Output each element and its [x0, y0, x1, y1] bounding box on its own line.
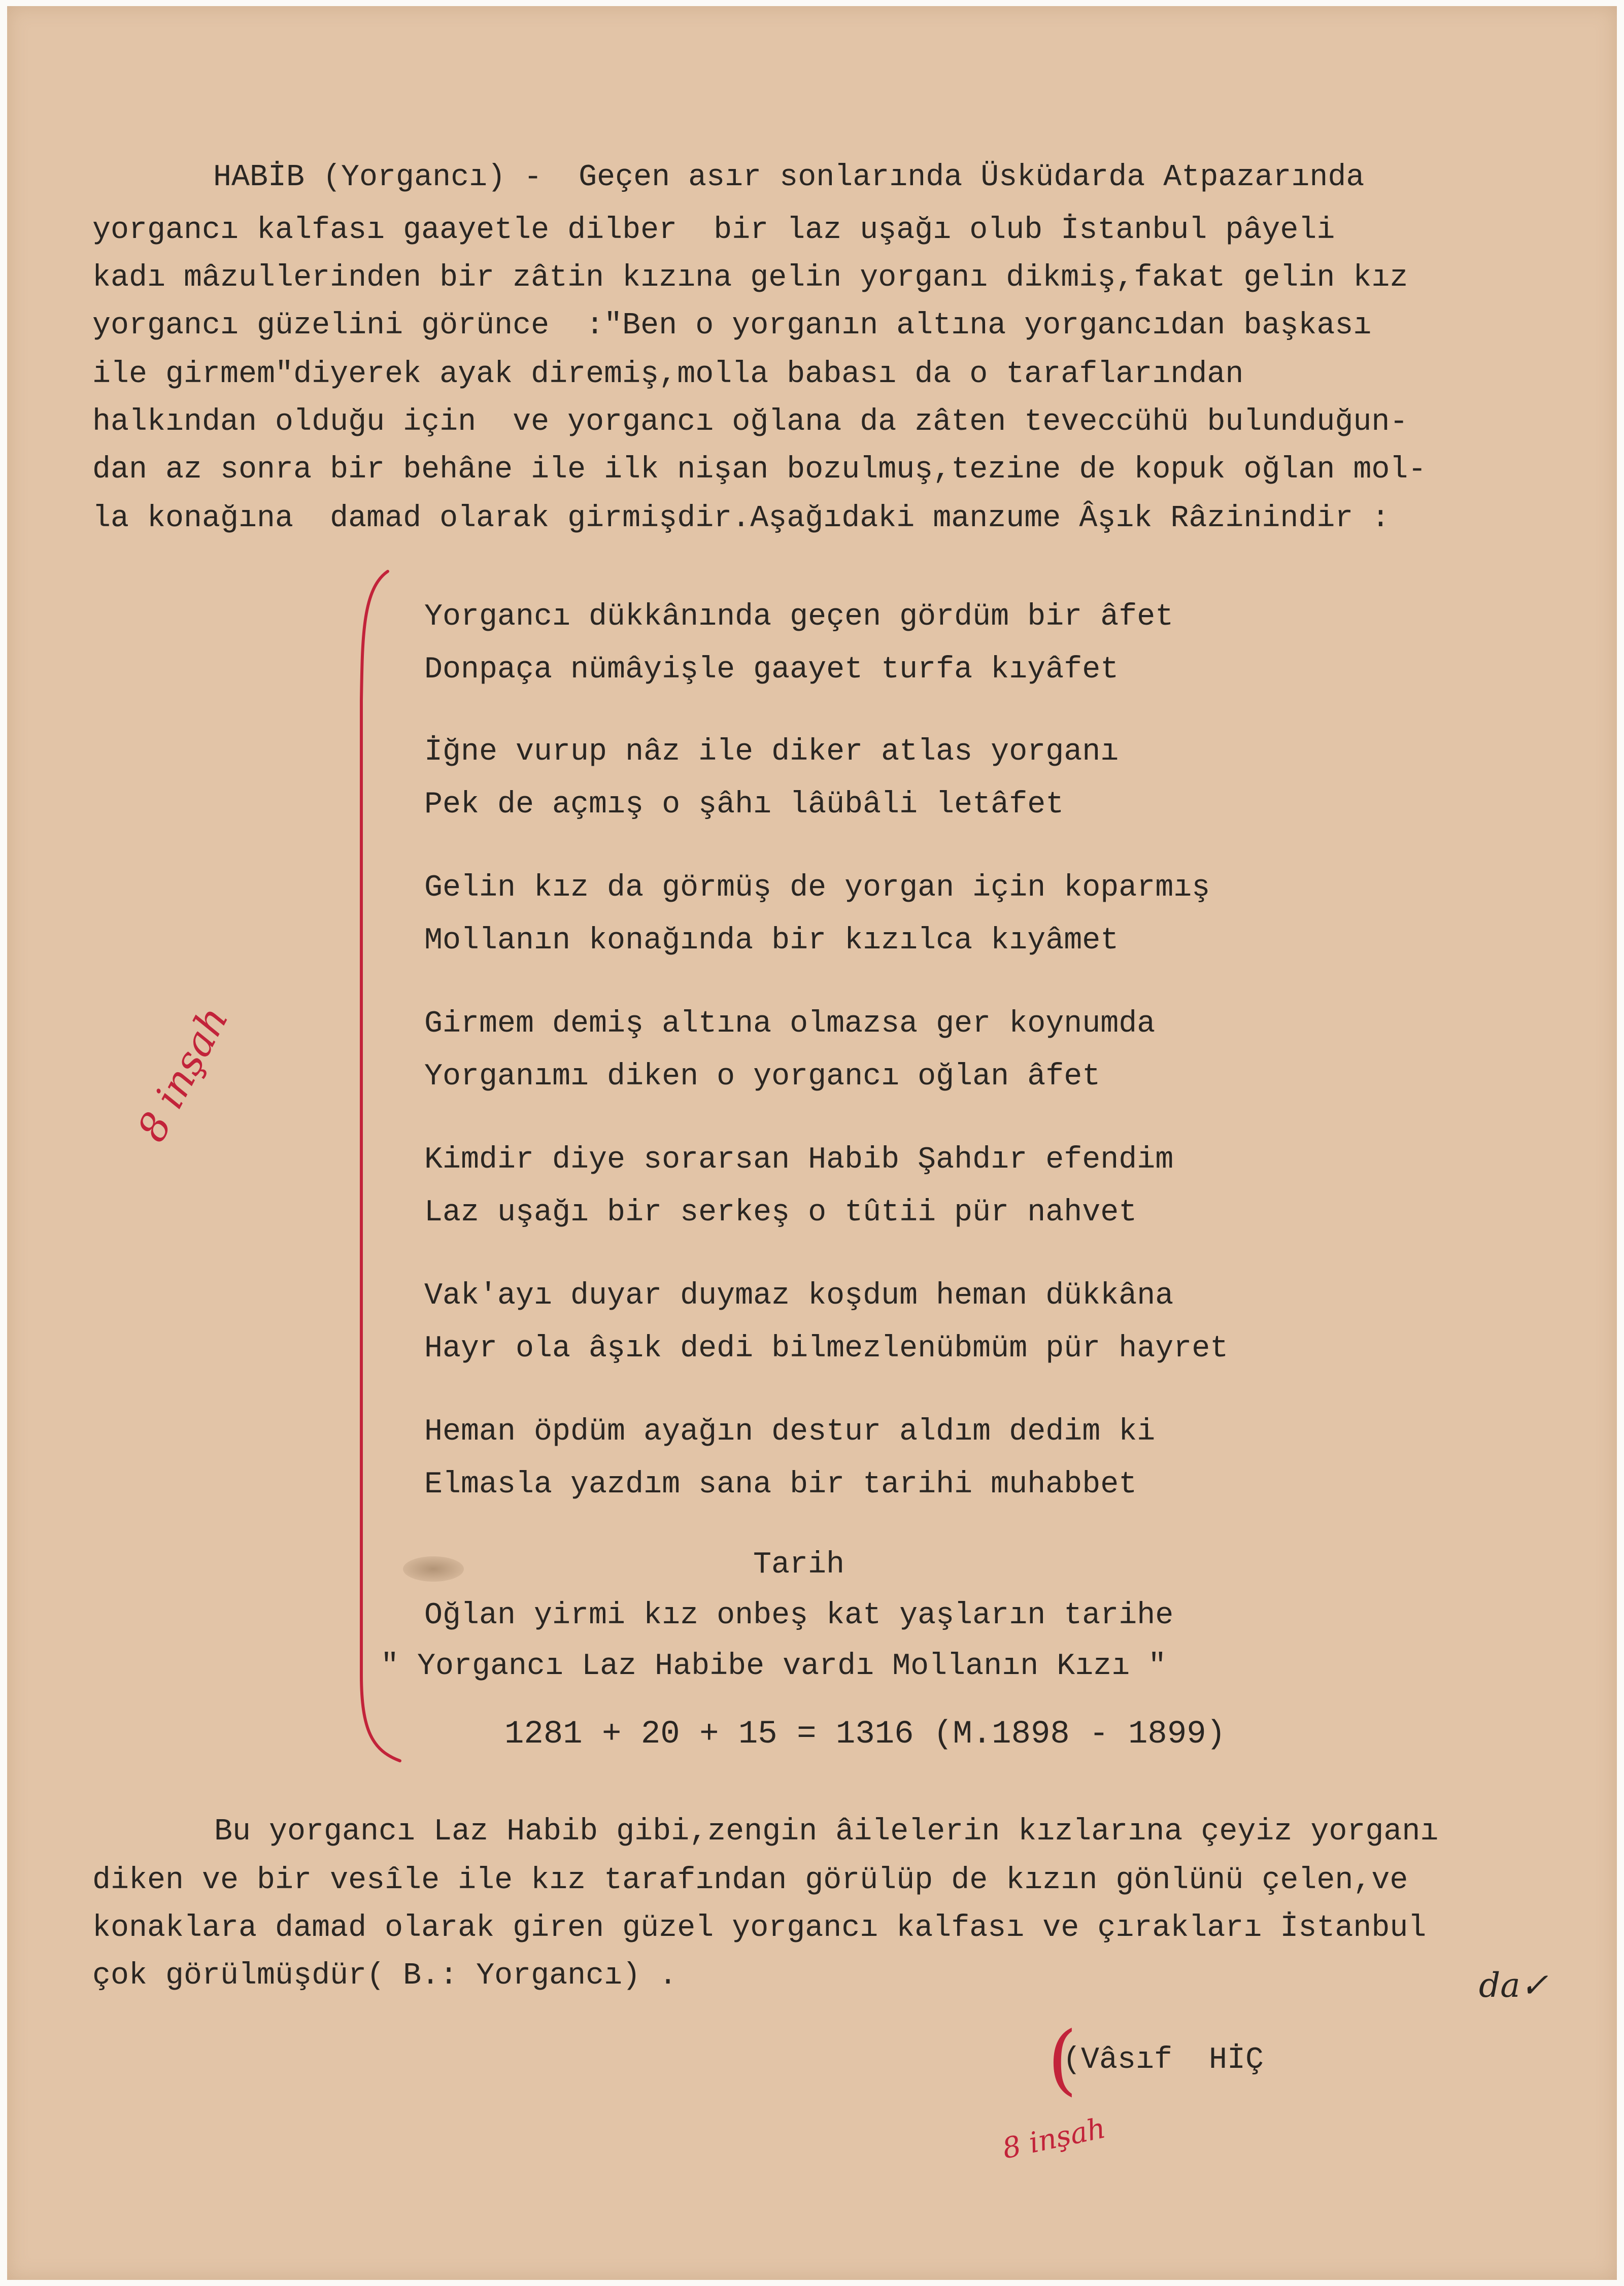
- poem-line: Girmem demiş altına olmazsa ger koynumda: [424, 1007, 1156, 1041]
- signature: (Vâsıf HİÇ: [1063, 2043, 1264, 2077]
- poem-line: Gelin kız da görmüş de yorgan için koparmış: [424, 871, 1210, 905]
- closing-line: konaklara damad olarak giren güzel yorgancı kalfası ve çırakları İstanbul: [92, 1911, 1427, 1946]
- tarih-line: Oğlan yirmi kız onbeş kat yaşların tarihe: [424, 1598, 1174, 1633]
- red-bracket: [332, 568, 403, 1766]
- closing-line: Bu yorgancı Laz Habib gibi,zengin âilelerin kızlarına çeyiz yorganı: [214, 1815, 1439, 1849]
- intro-line: la konağına damad olarak girmişdir.Aşağıdaki manzume Âşık Râzinindir :: [92, 501, 1390, 536]
- intro-line: kadı mâzullerinden bir zâtin kızına gelin yorganı dikmiş,fakat gelin kız: [92, 261, 1408, 295]
- intro-line: yorgancı güzelini görünce :"Ben o yorganın altına yorgancıdan başkası: [92, 309, 1372, 343]
- paper-stain: [403, 1556, 464, 1582]
- poem-line: Vak'ayı duyar duymaz koşdum heman dükkâna: [424, 1279, 1174, 1313]
- poem-line: Laz uşağı bir serkeş o tûtii pür nahvet: [424, 1196, 1137, 1230]
- intro-line: halkından olduğu için ve yorgancı oğlana da zâten teveccühü bulunduğun-: [92, 405, 1408, 439]
- poem-line: Elmasla yazdım sana bir tarihi muhabbet: [424, 1468, 1137, 1502]
- poem-line: Mollanın konağında bir kızılca kıyâmet: [424, 924, 1119, 958]
- initials-mark: da✓: [1479, 1966, 1548, 2005]
- poem-line: Kimdir diye sorarsan Habib Şahdır efendim: [424, 1143, 1174, 1177]
- bottom-note: 8 inşah: [999, 2111, 1109, 2166]
- intro-line: dan az sonra bir behâne ile ilk nişan bozulmuş,tezine de kopuk oğlan mol-: [92, 453, 1427, 487]
- margin-note: 8 inşah: [129, 999, 238, 1149]
- tarih-heading: Tarih: [753, 1548, 845, 1582]
- red-paren: (: [1047, 2016, 1077, 2104]
- intro-line: HABİB (Yorgancı) - Geçen asır sonlarında Üsküdarda Atpazarında: [213, 160, 1365, 195]
- closing-line: diken ve bir vesîle ile kız tarafından görülüp de kızın gönlünü çelen,ve: [92, 1863, 1408, 1898]
- paper-sheet: [7, 6, 1617, 2280]
- intro-line: yorgancı kalfası gaayetle dilber bir laz uşağı olub İstanbul pâyeli: [92, 213, 1335, 248]
- poem-line: Donpaça nümâyişle gaayet turfa kıyâfet: [424, 653, 1119, 687]
- poem-line: Yorgancı dükkânında geçen gördüm bir âfet: [424, 600, 1174, 634]
- poem-line: Hayr ola âşık dedi bilmezlenübmüm pür hayret: [424, 1332, 1229, 1366]
- intro-line: ile girmem"diyerek ayak diremiş,molla babası da o taraflarından: [92, 357, 1244, 392]
- closing-line: çok görülmüşdür( B.: Yorgancı) .: [92, 1959, 678, 1993]
- poem-line: İğne vurup nâz ile diker atlas yorganı: [424, 735, 1119, 769]
- tarih-calc: 1281 + 20 + 15 = 1316 (M.1898 - 1899): [504, 1716, 1226, 1753]
- poem-line: Yorganımı diken o yorgancı oğlan âfet: [424, 1060, 1101, 1094]
- poem-line: Pek de açmış o şâhı lâübâli letâfet: [424, 788, 1064, 822]
- poem-line: Heman öpdüm ayağın destur aldım dedim ki: [424, 1415, 1156, 1449]
- tarih-line: " Yorgancı Laz Habibe vardı Mollanın Kızı ": [381, 1649, 1167, 1684]
